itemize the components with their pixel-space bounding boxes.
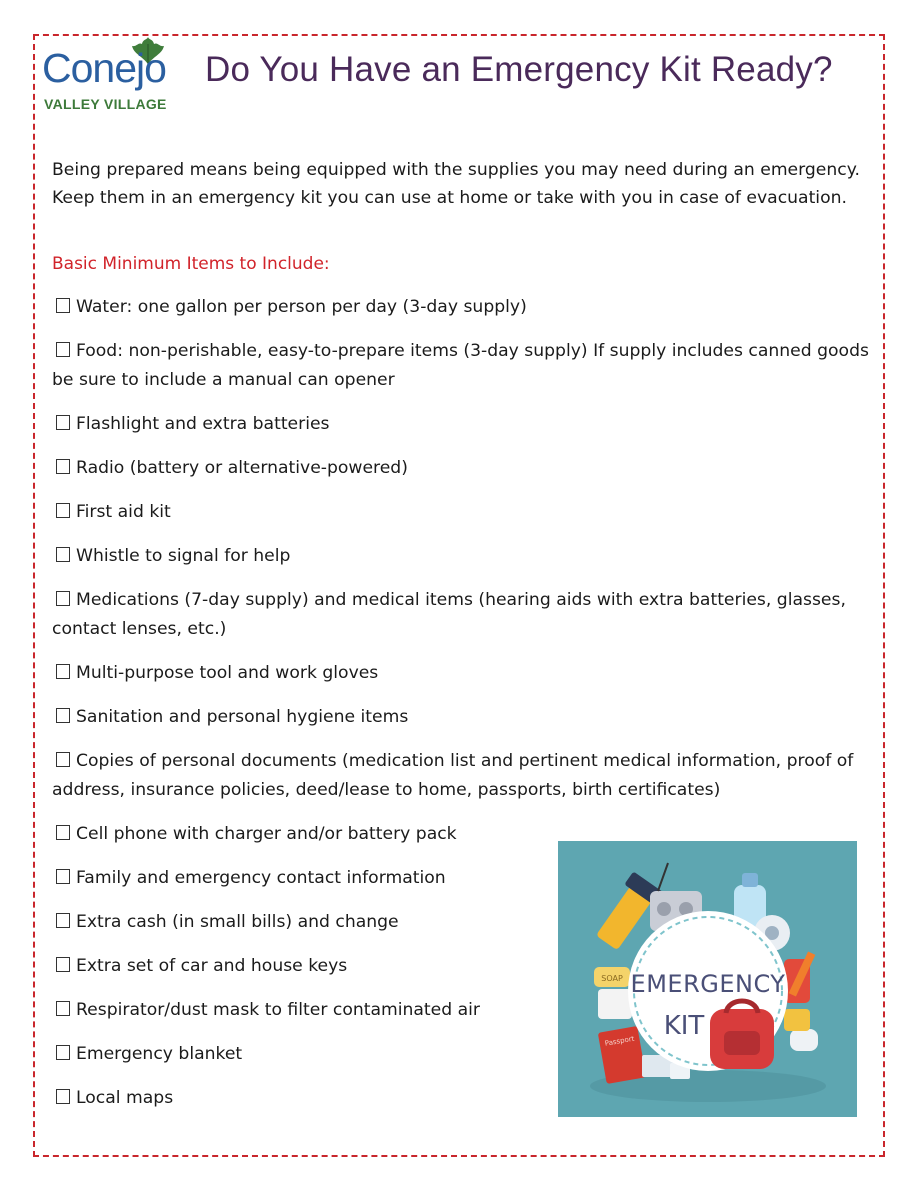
- checkbox[interactable]: [56, 503, 70, 518]
- checkbox[interactable]: [56, 957, 70, 972]
- checklist-item: [52, 952, 552, 981]
- checklist-item-label: Family and emergency contact information: [76, 868, 446, 888]
- checklist-item-label: Food: non-perishable, easy-to-prepare items (3-day supply) If supply includes canned goods be sure to include a manual can opener: [52, 341, 869, 390]
- checklist-item-label: Copies of personal documents (medication list and pertinent medical information, proof of address, insurance policies, deed/lease to home, passports, birth certificates): [52, 751, 854, 800]
- intro-paragraph: Being prepared means being equipped with the supplies you may need during an emergency. Keep them in an emergency kit you can use at home or take with you in case of evacuation.: [52, 160, 860, 208]
- checklist-item: [52, 659, 874, 688]
- checkbox[interactable]: [56, 664, 70, 679]
- checklist-item: [52, 703, 874, 732]
- checkbox[interactable]: [56, 342, 70, 357]
- section-heading: Basic Minimum Items to Include:: [52, 254, 330, 274]
- passport-label: Passport: [604, 1034, 635, 1048]
- checklist-item: [52, 586, 874, 644]
- checklist-item: [52, 498, 874, 527]
- checklist-item-label: Whistle to signal for help: [76, 546, 291, 566]
- checklist-item: [52, 454, 874, 483]
- checklist-item-label: First aid kit: [76, 502, 171, 522]
- checklist-item-label: Extra cash (in small bills) and change: [76, 912, 399, 932]
- checklist-item: [52, 542, 874, 571]
- checklist-item-label: Multi-purpose tool and work gloves: [76, 663, 379, 683]
- checkbox[interactable]: [56, 1089, 70, 1104]
- emergency-kit-artwork: [558, 841, 857, 1117]
- checklist-item-label: Radio (battery or alternative-powered): [76, 458, 408, 478]
- illustration-title-line2: KIT: [663, 1011, 705, 1041]
- checkbox[interactable]: [56, 415, 70, 430]
- checkbox[interactable]: [56, 459, 70, 474]
- checklist-item: [52, 1040, 552, 1069]
- checkbox[interactable]: [56, 591, 70, 606]
- emergency-kit-illustration: [558, 841, 857, 1117]
- logo-wordmark: Conejo: [42, 45, 166, 91]
- checklist-item-label: Water: one gallon per person per day (3-day supply): [76, 297, 527, 317]
- conejo-logo: [42, 40, 182, 116]
- checklist-item: [52, 293, 874, 322]
- checkbox[interactable]: [56, 913, 70, 928]
- illustration-title-line1: EMERGENCY: [630, 970, 786, 998]
- checklist-item-label: Local maps: [76, 1088, 174, 1108]
- page-title: Do You Have an Emergency Kit Ready?: [205, 50, 833, 89]
- checkbox[interactable]: [56, 298, 70, 313]
- checklist-item-label: Cell phone with charger and/or battery pack: [76, 824, 457, 844]
- checklist-item: [52, 908, 552, 937]
- checklist-item-label: Respirator/dust mask to filter contaminated air: [76, 1000, 480, 1020]
- checkbox[interactable]: [56, 708, 70, 723]
- checklist-item: [52, 1084, 552, 1113]
- checkbox[interactable]: [56, 825, 70, 840]
- checklist-item-label: Sanitation and personal hygiene items: [76, 707, 409, 727]
- soap-label: SOAP: [601, 974, 623, 983]
- logo-subtitle: VALLEY VILLAGE: [44, 96, 167, 112]
- checkbox[interactable]: [56, 1001, 70, 1016]
- checklist-item-label: Extra set of car and house keys: [76, 956, 348, 976]
- checklist-item: [52, 747, 874, 805]
- checkbox[interactable]: [56, 547, 70, 562]
- checkbox[interactable]: [56, 1045, 70, 1060]
- checklist-item: [52, 996, 552, 1025]
- checklist-item: [52, 864, 552, 893]
- checklist-item: [52, 410, 874, 439]
- checkbox[interactable]: [56, 752, 70, 767]
- checklist-item-label: Flashlight and extra batteries: [76, 414, 330, 434]
- checklist-item-label: Emergency blanket: [76, 1044, 243, 1064]
- checklist-item: [52, 820, 552, 849]
- checklist-item: [52, 337, 874, 395]
- checklist-item-label: Medications (7-day supply) and medical items (hearing aids with extra batteries, glasses, contact lenses, etc.): [52, 590, 846, 639]
- checkbox[interactable]: [56, 869, 70, 884]
